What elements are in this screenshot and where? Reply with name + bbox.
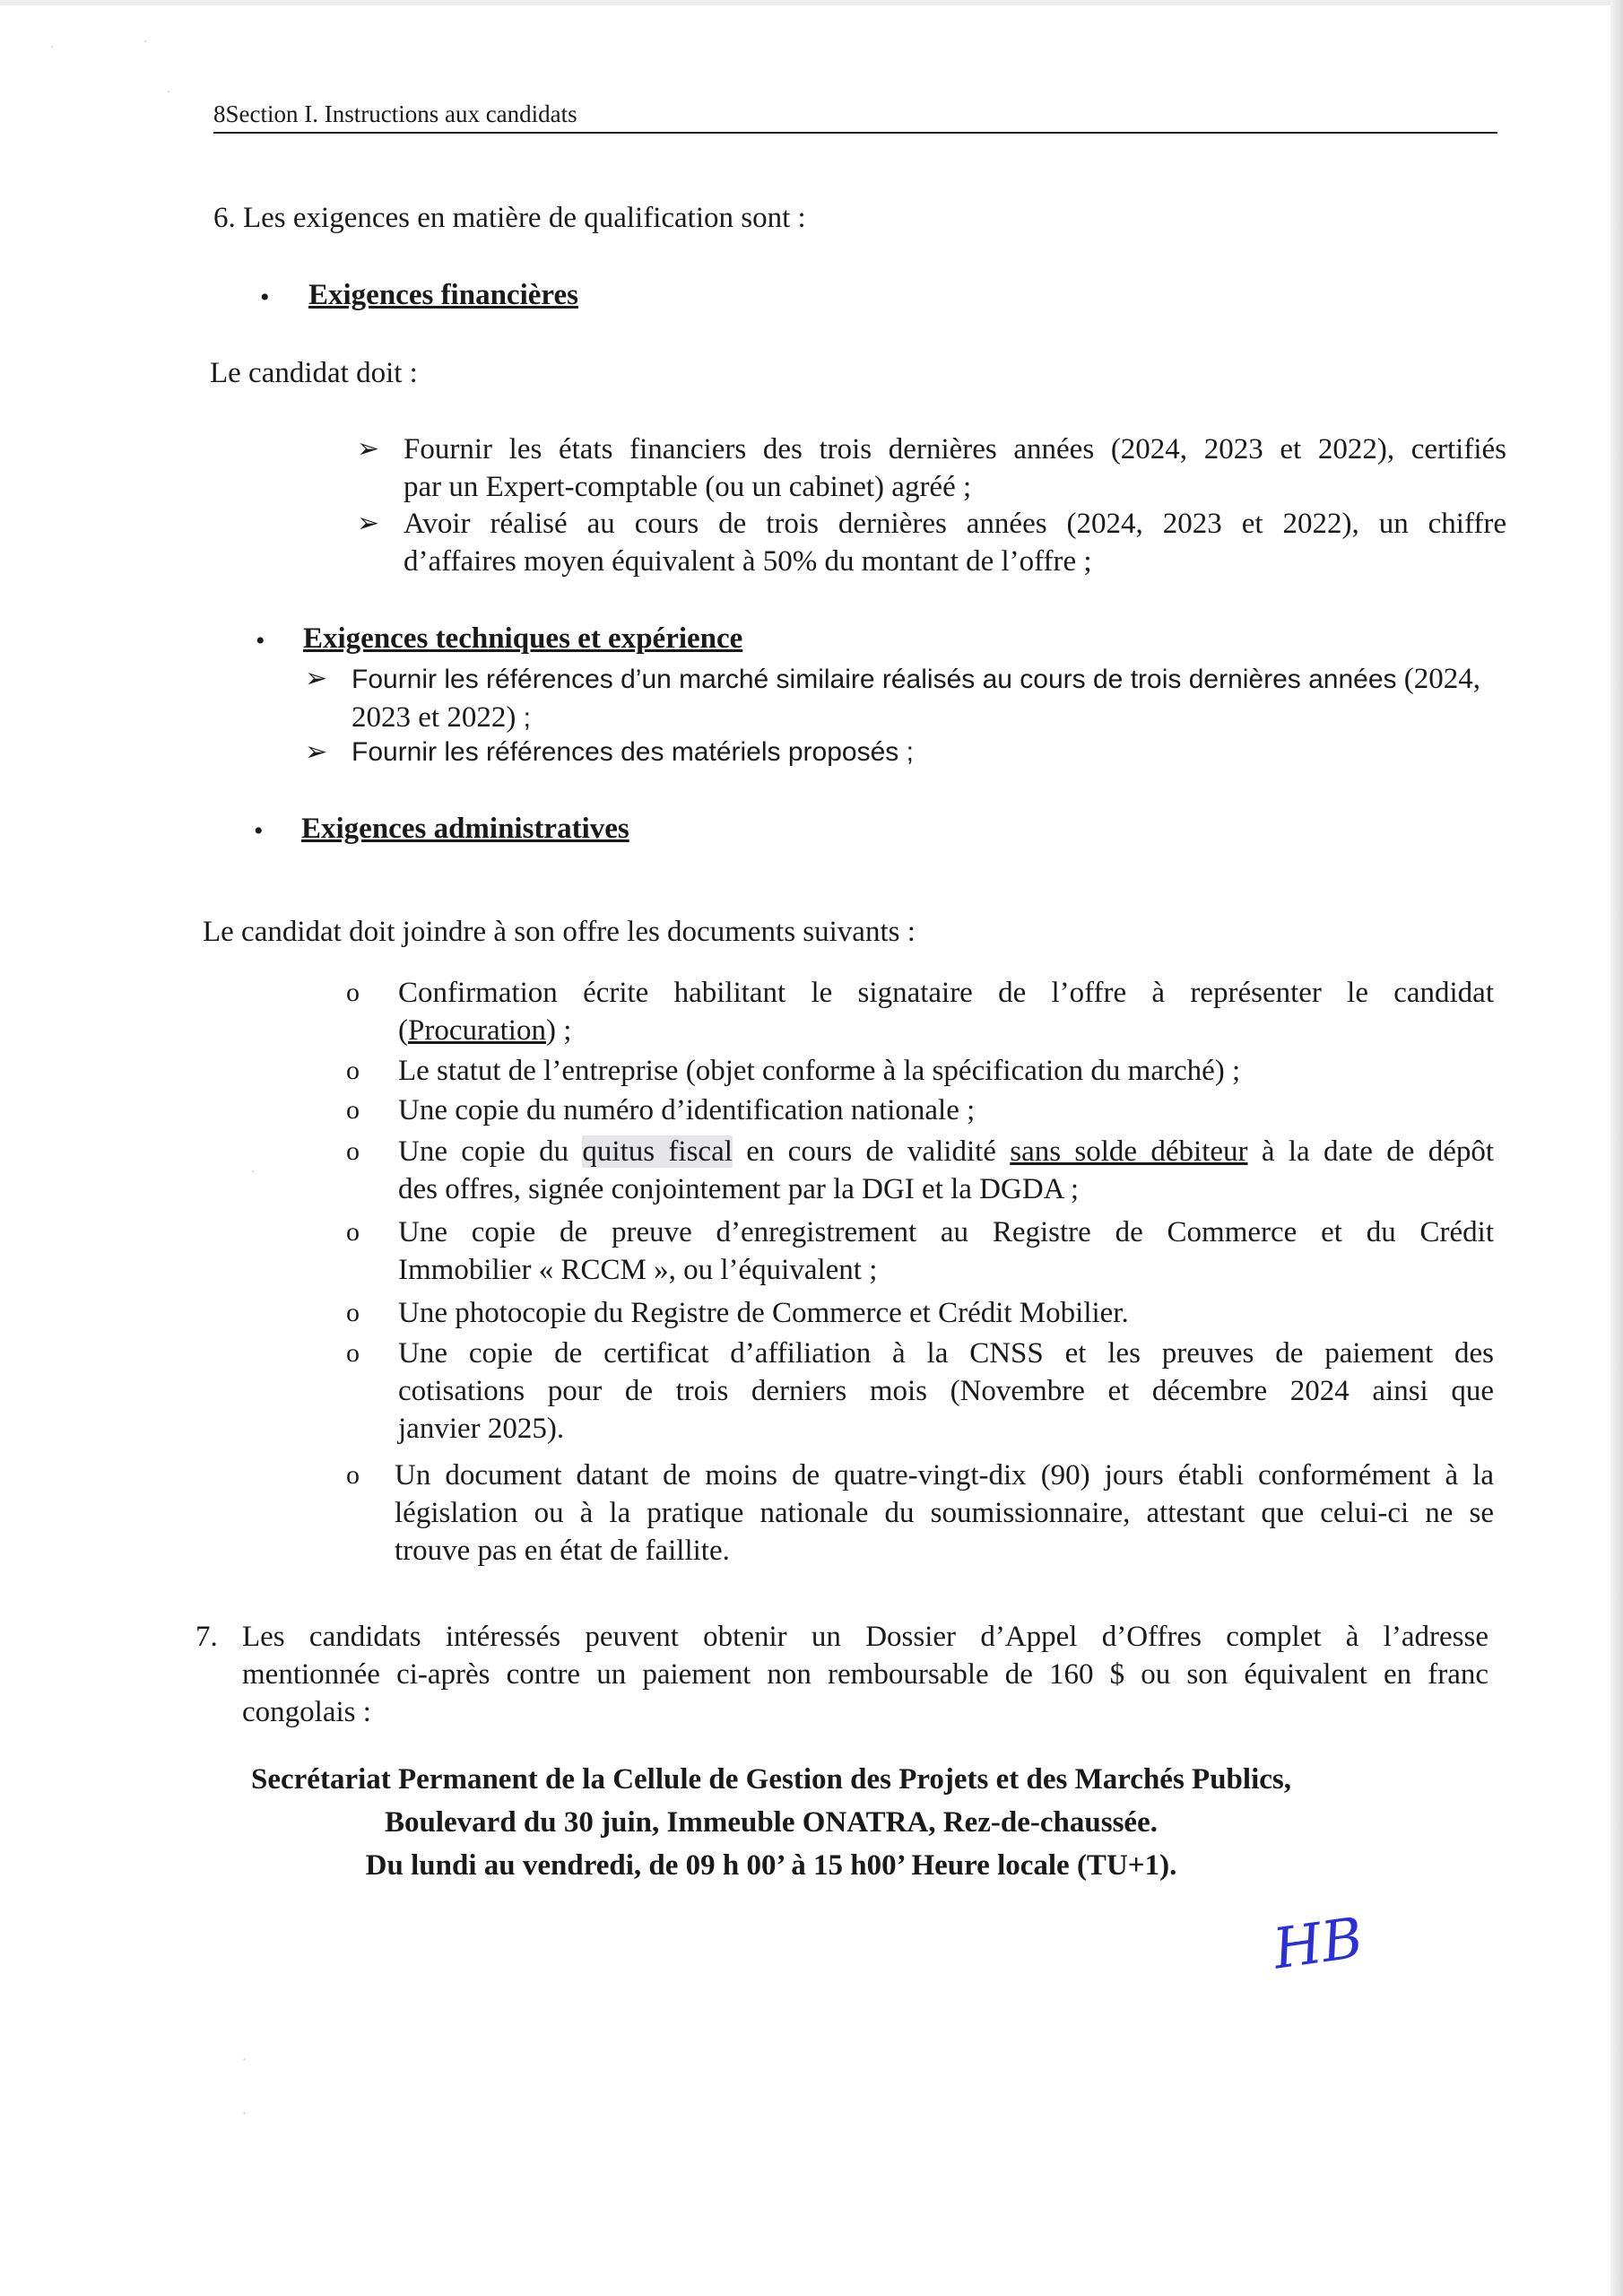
handwritten-initials: HB — [1269, 1904, 1367, 1982]
administrative-lead: Le candidat doit joindre à son offre les documents suivants : — [203, 916, 916, 948]
heading-financial: Exigences financières — [308, 279, 578, 311]
page-header: 8Section I. Instructions aux candidats — [213, 100, 1497, 134]
bullet-icon: • — [256, 626, 265, 656]
admin-item-3: Une copie du numéro d’identification nationale ; — [398, 1094, 976, 1126]
bullet-icon: • — [254, 816, 264, 846]
scan-speck: · — [50, 41, 55, 55]
technical-item-2: Fournir les références des matériels proposés ; — [352, 737, 914, 767]
scan-speck: · — [143, 36, 148, 49]
address-block — [233, 1758, 1309, 1887]
heading-technical: Exigences techniques et expérience — [303, 622, 743, 655]
scan-speck: · — [242, 2054, 247, 2067]
circle-bullet-icon: o — [346, 978, 360, 1007]
section-7-text: Les candidats intéressés peuvent obtenir un Dossier d’Appel d’Offres complet à l’adresse mentionnée ci-après contre un paiement non remboursable de 160 $ ou son équivalent en franc congolais : — [242, 1621, 1488, 1728]
scan-top-edge — [0, 0, 1623, 5]
circle-bullet-icon: o — [346, 1136, 360, 1166]
scan-right-edge — [1610, 0, 1623, 2296]
admin-item-5: Une copie de preuve d’enregistrement au Registre de Commerce et du Crédit Immobilier « RCCM », ou l’équivalent ; — [398, 1216, 1494, 1286]
admin-item-1: Confirmation écrite habilitant le signataire de l’offre à représenter le candidat (Procuration) ; — [398, 977, 1494, 1047]
admin-item-8: Un document datant de moins de quatre-vingt-dix (90) jours établi conformément à la législation ou à la pratique nationale du soumissionnaire, attestant que celui-ci ne se trouve pas en état de faillite. — [395, 1459, 1494, 1567]
admin-item-7: Une copie de certificat d’affiliation à la CNSS et les preuves de paiement des cotisations pour de trois derniers mois (Novembre et décembre 2024 ainsi que janvier 2025). — [398, 1337, 1494, 1445]
section-7-number: 7. — [195, 1621, 218, 1653]
financial-item-2: Avoir réalisé au cours de trois dernières années (2024, 2023 et 2022), un chiffre d’affaires moyen équivalent à 50% du montant de l’offre ; — [404, 508, 1506, 578]
financial-item-1: Fournir les états financiers des trois dernières années (2024, 2023 et 2022), certifiés par un Expert-comptable (ou un cabinet) agréé ; — [404, 433, 1506, 503]
technical-item-1: Fournir les références d’un marché similaire réalisés au cours de trois dernières années (2024, 2023 et 2022) ; — [352, 663, 1481, 734]
arrow-bullet-icon: ➢ — [357, 434, 380, 464]
circle-bullet-icon: o — [346, 1460, 360, 1490]
arrow-bullet-icon: ➢ — [305, 737, 328, 767]
admin-item-6: Une photocopie du Registre de Commerce et Crédit Mobilier. — [398, 1297, 1129, 1329]
address-line-1: Secrétariat Permanent de la Cellule de Gestion des Projets et des Marchés Publics, — [251, 1763, 1291, 1796]
bullet-icon: • — [260, 283, 270, 312]
heading-administrative: Exigences administratives — [301, 813, 629, 845]
section-6-intro: 6. Les exigences en matière de qualification sont : — [213, 202, 806, 234]
circle-bullet-icon: o — [346, 1056, 360, 1085]
scan-speck: · — [251, 1166, 256, 1179]
circle-bullet-icon: o — [346, 1338, 360, 1368]
arrow-bullet-icon: ➢ — [357, 509, 380, 538]
arrow-bullet-icon: ➢ — [305, 664, 328, 693]
address-line-3: Du lundi au vendredi, de 09 h 00’ à 15 h00’ Heure locale (TU+1). — [365, 1849, 1177, 1882]
admin-item-4: Une copie du quitus fiscal en cours de validité sans solde débiteur à la date de dépôt des offres, signée conjointement par la DGI et la DGDA ; — [398, 1135, 1495, 1205]
circle-bullet-icon: o — [346, 1298, 360, 1327]
admin-item-2: Le statut de l’entreprise (objet conforme à la spécification du marché) ; — [398, 1055, 1241, 1087]
address-line-2: Boulevard du 30 juin, Immeuble ONATRA, Rez-de-chaussée. — [385, 1806, 1158, 1839]
scan-speck: · — [242, 2108, 247, 2121]
circle-bullet-icon: o — [346, 1217, 360, 1247]
financial-lead: Le candidat doit : — [210, 357, 418, 389]
circle-bullet-icon: o — [346, 1095, 360, 1125]
scan-speck: · — [167, 86, 171, 100]
